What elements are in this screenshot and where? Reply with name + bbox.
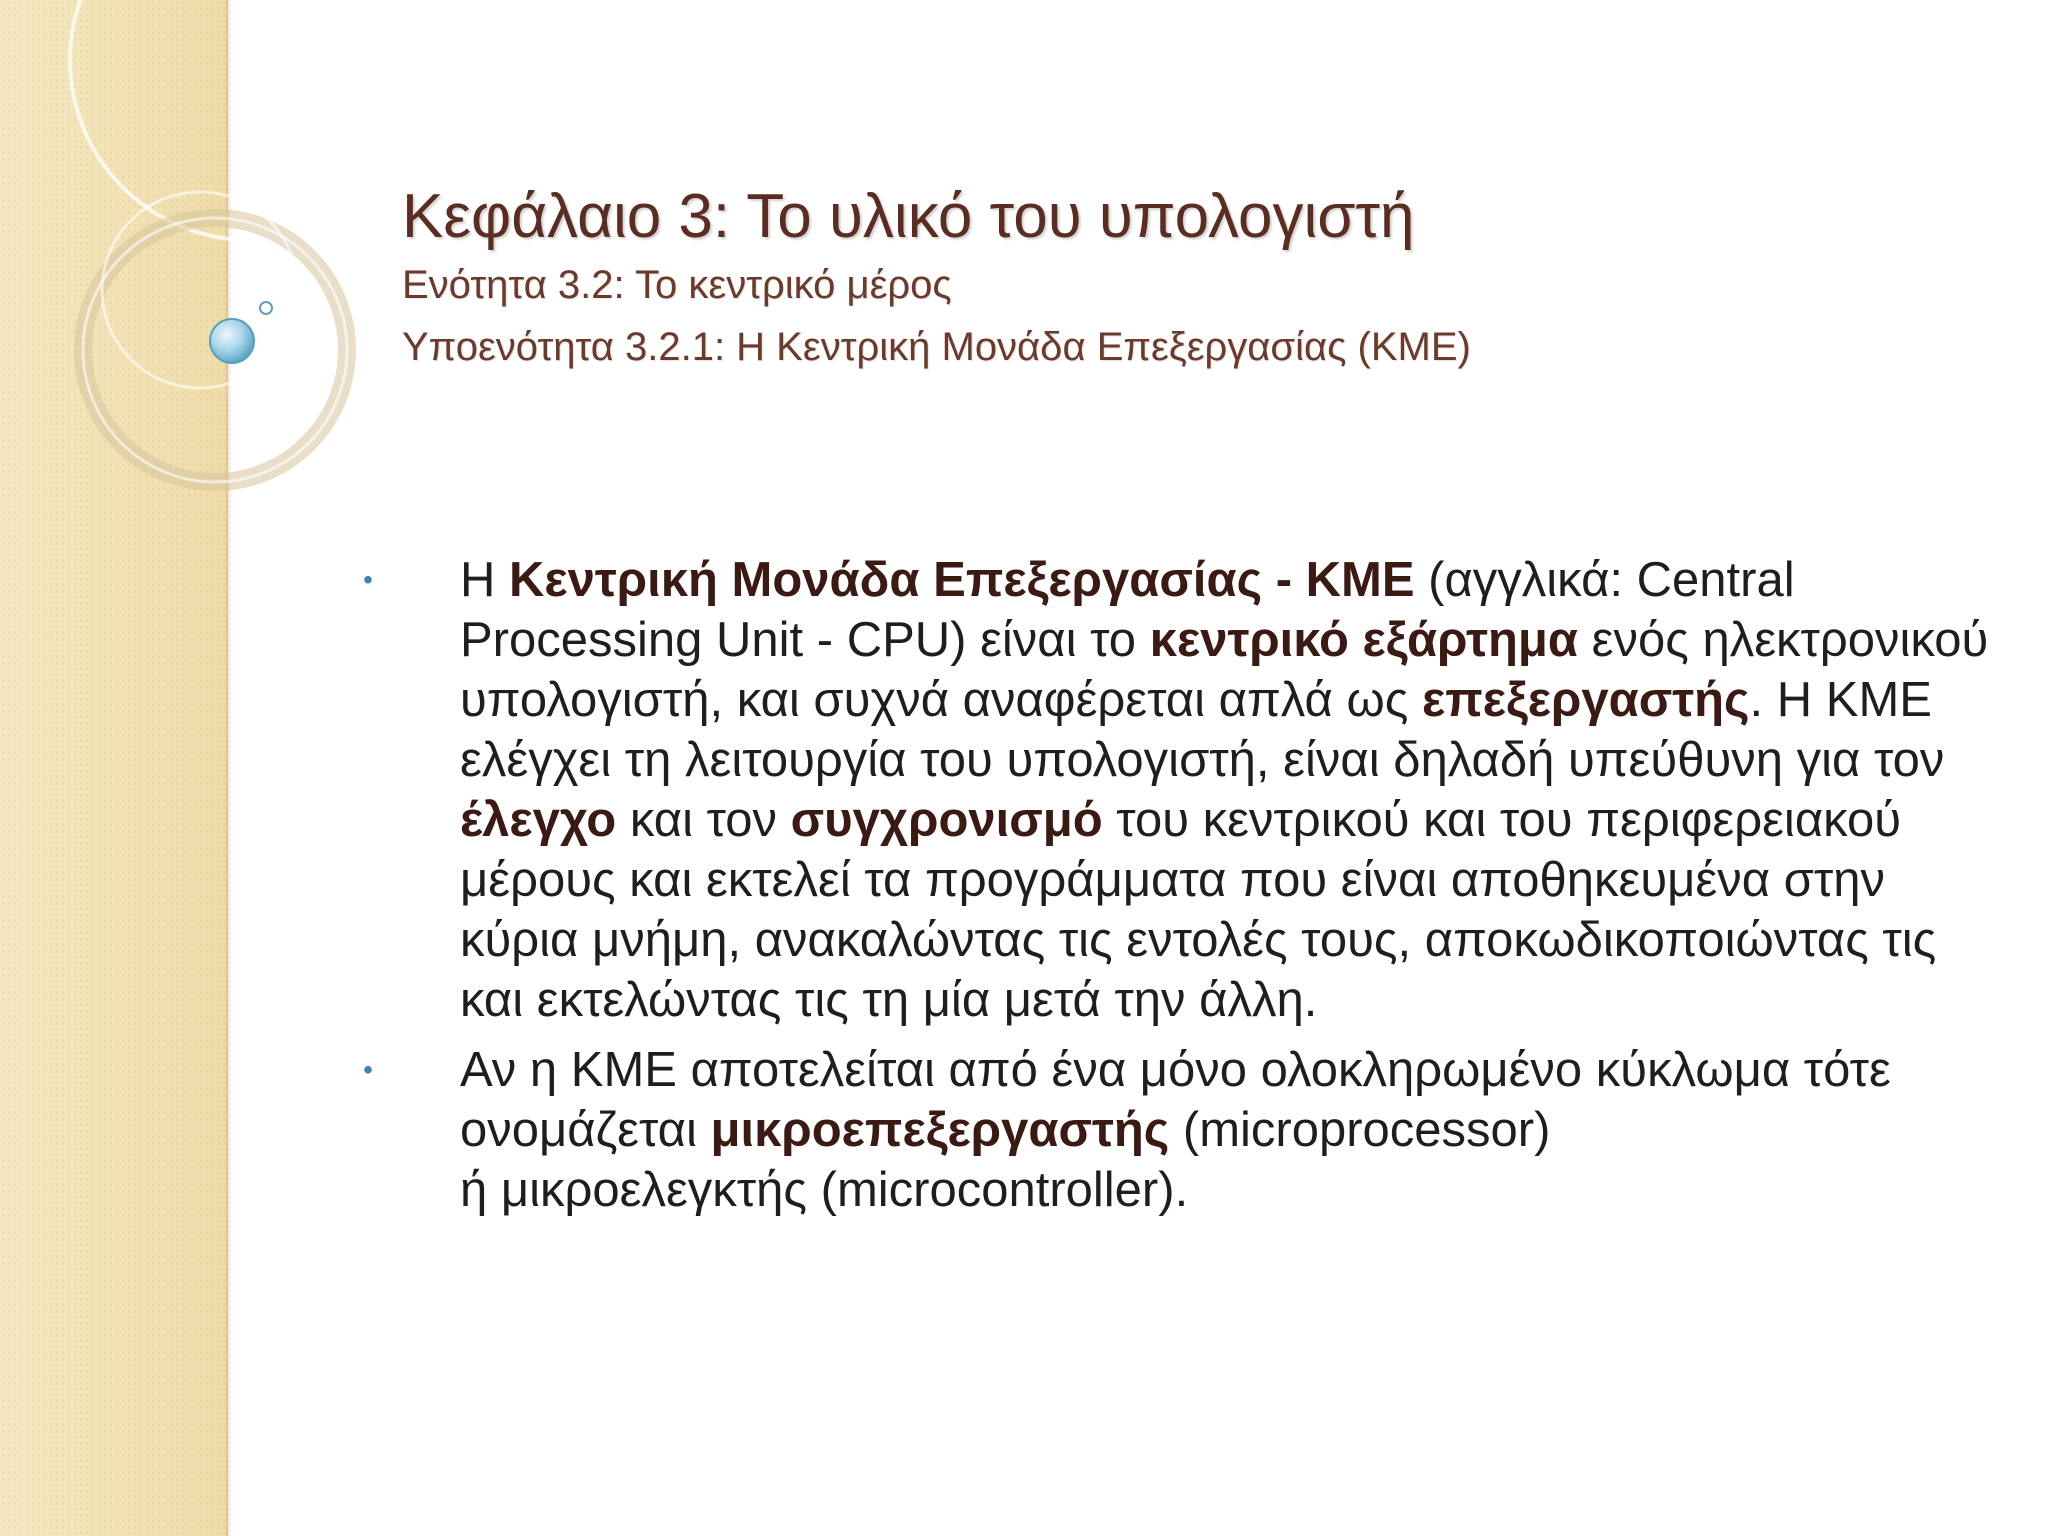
emphasis-term: κεντρικό εξάρτημα [1149,613,1578,667]
text-run: ή μικροελεγκτής (microcontroller). [460,1163,1189,1217]
subsection-heading: Υποενότητα 3.2.1: Η Κεντρική Μονάδα Επεξεργασίας (ΚΜΕ) [402,325,1471,369]
bullet-item [356,1040,1996,1220]
section-heading: Ενότητα 3.2: Το κεντρικό μέρος [402,263,952,307]
bullet-text [460,550,1996,1030]
text-run: ενός ηλεκτρονικού υπολογιστή, και συχνά αναφέρεται απλά ως [460,613,1989,727]
text-run: Αν η ΚΜΕ αποτελείται από ένα μόνο ολοκληρωμένο κύκλωμα τότε [460,1043,1891,1097]
bullet-icon: • [363,564,373,595]
emphasis-term: μικροεπεξεργαστής [710,1103,1170,1157]
emphasis-term: συγχρονισμό [790,793,1103,847]
text-run: και τον [616,793,791,847]
text-run: του κεντρικού και του περιφερειακού μέρους και εκτελεί τα προγράμματα που είναι αποθηκευμένα στην κύρια μνήμη, ανακαλώντας τις εντολές τους, αποκωδικοποιώντας τις και εκτελώντας τις τη μία μετά την άλλη. [460,793,1937,1027]
text-run: . Η ΚΜΕ ελέγχει τη λειτουργία του υπολογιστή, είναι δηλαδή υπεύθυνη για τον [460,673,1945,787]
text-run: ονομάζεται [460,1103,711,1157]
text-run: (microprocessor) [1169,1103,1551,1157]
blue-bubble-small [260,302,272,314]
emphasis-term: επεξεργαστής [1421,673,1750,727]
slide-title: Κεφάλαιο 3: Το υλικό του υπολογιστή [402,182,1415,251]
bullet-list [356,550,1996,1230]
bullet-item [356,550,1996,1030]
emphasis-term: έλεγχο [460,793,617,847]
emphasis-term: Κεντρική Μονάδα Επεξεργασίας - ΚΜΕ [509,553,1415,607]
title-block [402,180,1471,378]
text-run: Η [460,553,509,607]
text-run: (αγγλικά: Central Processing Unit - CPU) είναι το [460,553,1795,667]
bullet-icon: • [363,1054,373,1085]
blue-bubble-large [210,319,254,363]
decorative-rings [0,0,420,560]
bullet-text [460,1040,1996,1220]
